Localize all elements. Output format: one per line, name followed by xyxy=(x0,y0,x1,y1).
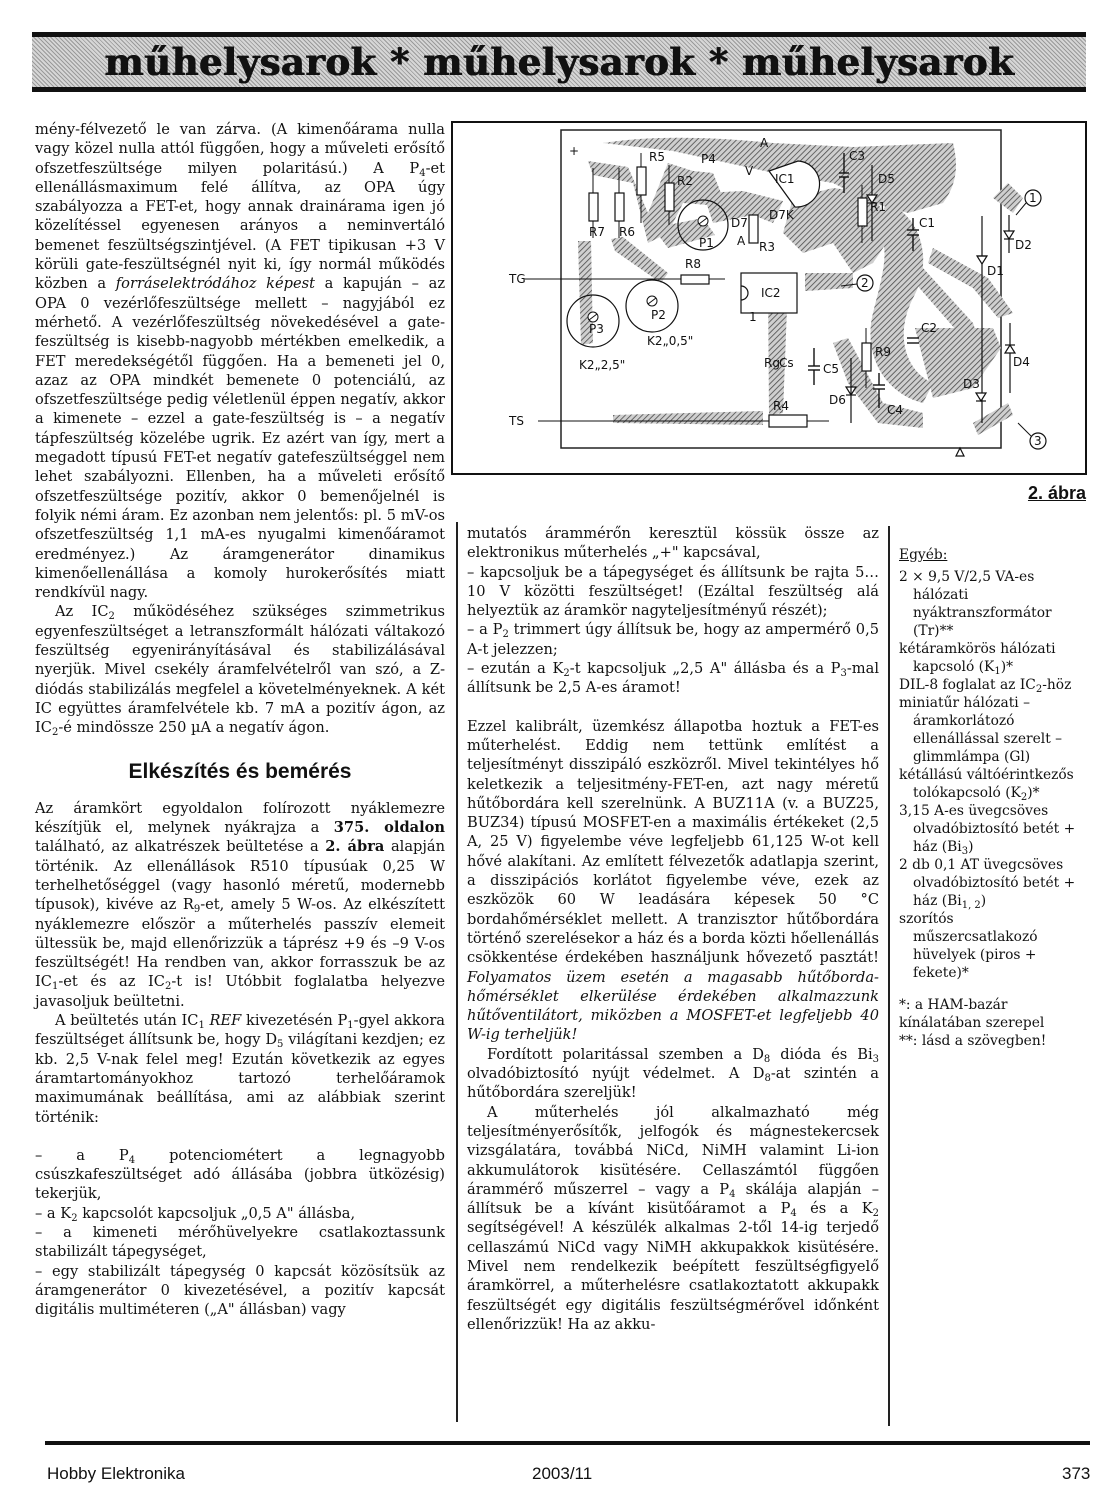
footer-publication: Hobby Elektronika xyxy=(47,1464,185,1483)
label-ts: TS xyxy=(509,414,524,428)
label-p4: P4 xyxy=(701,152,716,166)
label-p1: P1 xyxy=(699,236,714,250)
parts-list-item: miniatűr hálózati – áramkorlátozó ellenállással szerelt – glimmlámpa (Gl) xyxy=(899,695,1063,765)
label-r7: R7 xyxy=(589,225,605,239)
parts-list-item: kétállású váltóérintkezős tolókapcsoló $(K_2)*$ xyxy=(899,767,1074,803)
figure-caption: 2. ábra xyxy=(1027,483,1086,503)
pcb-layout-diagram xyxy=(453,123,1085,473)
label-d1: D1 xyxy=(987,264,1004,278)
paragraph: Az $IC_2$ működéséhez szükséges szimmetrikus egyenfeszültséget a letranszformált hálózati váltakozó feszültség egyenirányításával és stabilizálásával nyerjük. Mivel csekély áramfelvételről van szó, a Z-diódás stabilizálás megfelel a követelményeknek. A két IC együttes áramfelvétele kb. 7 mA a pozitív ágon, az $IC_2-é$ mindössze 250 µA a negatív ágon. xyxy=(35,603,445,739)
label-rg: Rg xyxy=(764,356,780,370)
label-d2: D2 xyxy=(1015,238,1032,252)
label-r1: R1 xyxy=(870,200,886,214)
label-a2: A xyxy=(737,234,746,248)
paragraph: Ezzel kalibrált, üzemkész állapotba hoztuk a FET-es műterhelést. Eddig nem tettünk említést a teljesítményt disszipáló eszközről. Mivel tekintélyes hő keletkezik a teljesitmény-FET-en, azt nagy méretű hűtőbordára kell szerelnünk. A BUZ11A (v. a BUZ25, BUZ34) típusú MOSFET-en a maximális értékeket (2,5 A, 25 V) figyelembe véve legfeljebb 61,125 W-ot kell hővé alakítani. Az említett félvezetők adatlapja szerint, a disszipációs korlátot figyelembe véve, ezek az eszközök 60 W leadására képesek 50 °C bordahőmérséklet mellett. A tranzisztor hűtőbordára történő szerelésekor a ház és a borda közti hőellenállás csökkentése érdekében használjunk hővezető pasztát! Folyamatos üzem esetén a magasabb hűtőborda-hőmérséklet elkerülése érdekében alkalmazzunk hűtőventilátort, miközben a MOSFET-et legfeljebb 40 W-ig terheljük! xyxy=(467,717,879,1044)
label-r8: R8 xyxy=(685,257,701,271)
list-item: – a $P_2$ trimmert úgy állítsuk be, hogy az ampermérő 0,5 A-t jelezzen; xyxy=(467,621,879,658)
label-c4: C4 xyxy=(887,403,904,417)
label-d6: D6 xyxy=(829,393,846,407)
label-a1: A xyxy=(760,136,769,150)
article-column-1 xyxy=(35,120,445,1320)
parts-list-item: kétáramkörös hálózati kapcsoló $(K_1)*$ xyxy=(899,641,1056,677)
section-heading: Elkészítés és bemérés xyxy=(128,759,352,783)
label-ic2: IC2 xyxy=(761,286,781,300)
parts-list-item: DIL-8 foglalat az $IC_2$-höz xyxy=(899,677,1072,695)
label-c2: C2 xyxy=(921,321,938,335)
list-item: – ezután a $K_2-t$ kapcsoljuk „2,5 A" állásba és a $P_3$-mal állítsunk be 2,5 A-es áramot! xyxy=(467,660,879,697)
column-divider xyxy=(456,522,458,1422)
label-r5: R5 xyxy=(649,150,665,164)
label-k2-25: K2„2,5" xyxy=(579,358,626,372)
label-p2: P2 xyxy=(651,308,666,322)
paragraph: Fordított polaritással szemben a $D_8$ dióda és $Bi_3$ olvadóbiztosító nyújt védelmet. A $D_8-at$ szintén a hűtőbordára szereljük! xyxy=(467,1045,880,1102)
label-r4: R4 xyxy=(773,399,789,413)
label-d7: D7 xyxy=(731,216,748,230)
parts-note: *: a HAM-bazár kínálatában szerepel xyxy=(899,997,1045,1031)
list-item: mutatós árammérőn keresztül kössük össze az elektronikus műterhelés „+" kapcsával, xyxy=(467,525,879,562)
parts-list-item: 3,15 A-es üvegcsöves olvadóbiztosító betét + ház $(Bi_3)$ xyxy=(899,803,1076,857)
list-item: – a $K_2$ kapcsolót kapcsoljuk „0,5 A" állásba, xyxy=(35,1204,356,1224)
label-k2-05: K2„0,5" xyxy=(647,334,694,348)
parts-list-item: 2 × 9,5 V/2,5 VA-es hálózati nyáktranszformátor (Tr)** xyxy=(899,569,1052,639)
label-d5: D5 xyxy=(878,172,895,186)
list-item: – egy stabilizált tápegység 0 kapcsát közösítsük az áramgenerátor 0 kivezetésével, a pozitív kapcsát digitális multiméteren („A" állásban) vagy xyxy=(35,1262,445,1319)
paragraph: mény-félvezető le van zárva. (A kimenőárama nulla vagy közel nulla attól függően, hogy a műveleti erősítő ofszetfeszültsége milyen polaritású.) A $P_4-et$ ellenállásmaximum felé állítva, az OPA úgy szabályozza a FET-et, hogy annak drainárama igen jó közelítéssel egyenesen arányos a neminvertáló bemenet feszültségszintjével. (A FET tipikusan +3 V körüli gate-feszültségnél nyit ki, így normál működés közben a forráselektródához képest a kapuján – az OPA 0 vezérlőfeszültsége mellett – nagyjából ez mérhető. A vezérlőfeszültség növekedésével a gate-feszültség is kisebb-nagyobb mértékben emelkedik, a FET meredekségétől függően. Ha a bemeneti jel 0, azaz az OPA mindkét bemenete 0 potenciálú, az ofszetfeszültsége pedig véletlenül éppen negatív, akkor a kimenete – ezzel a gate-feszültség is – a negatív tápfeszültség közelébe ugrik. Ez azért van így, mert a megadott típusú FET-et negatív gatefeszültséggel nem lehet szabályozni. Ellenben, ha a műveleti erősítő ofszetfeszültsége pozitív, akkor 0 bemenőjelnél is folyik némi áram. Ez azonban nem jelentős: pl. 5 mV-os ofszetfeszültség 1,1 mA-es nyugalmi kimenőáramot eredményez.) Az áramgenerátor dinamikus kimenőellenállása a komoly hurokerősítés miatt rendkívül nagy. xyxy=(35,121,446,602)
label-marker-3: 3 xyxy=(1034,434,1042,448)
label-c3: C3 xyxy=(849,149,866,163)
paragraph: Az áramkört egyoldalon folírozott nyáklemezre készítjük el, melynek nyákrajza a 375. oldalon található, az alkatrészek beültetése a 2. ábra alapján történik. Az ellenállások R510 típusúak 0,25 W terhelhetőséggel (vagy hasonló méretű, modernebb típusok), kivéve az $R_9-et$, amely 5 W-os. Az elkészített nyáklemezre először a műterhelés passzív elemeit ültessük be, majd ellenőrizzük a táprész +9 és –9 V-os feszültségét! Ha rendben van, akkor forrasszuk be az $IC_1-et$ és az $IC_2-t$ is! Utóbbit foglalatba helyezve javasoljuk beültetni. xyxy=(35,799,446,1010)
label-d7k: D7K xyxy=(769,208,794,222)
section-banner xyxy=(32,32,1086,92)
label-d3: D3 xyxy=(963,377,980,391)
paragraph: A műterhelés jól alkalmazható még teljesítményerősítők, jelfogók és mágnestekercsek vizsgálatára, továbbá NiCd, NiMH valamint Li-ion akkumulátorok kisütésére. Cellaszámtól függően árammérő műszerrel – vagy a $P_4$ skálája alapján – állítsuk be a kívánt kisütőáramot a $P_4$ és a $K_2$ segítségével! A készülék alkalmas 2-től 14-ig terjedő cellaszámú NiCd vagy NiMH akkupakkok kisütésére. Mivel nem rendelkezik beépített feszültségfigyelő áramkörrel, a műterhelésre csatlakoztatott akkupakk feszültségét egy digitális feszültségmérővel időnként ellenőrizzük! Ha az akku- xyxy=(467,1103,879,1333)
label-tg: TG xyxy=(509,272,526,286)
label-plus: + xyxy=(569,144,580,158)
label-r6: R6 xyxy=(619,225,635,239)
banner-title: műhelysarok * műhelysarok * műhelysarok xyxy=(104,40,1014,84)
parts-list xyxy=(899,546,1079,1050)
column-divider xyxy=(888,526,890,1426)
paragraph: A beültetés után $IC_1$ REF kivezetésén $P_1$-gyel akkora feszültséget állítsunk be, hogy $D_5$ világítani kezdjen; ez kb. 2,5 V-nak felel meg! Ezután következik az egyes áramtartományokhoz tartozó terhelőáramok maximumának beállítása, ami az alábbiak szerint történik: xyxy=(35,1012,446,1126)
article-column-2 xyxy=(467,524,879,1334)
label-p3: P3 xyxy=(589,322,604,336)
parts-list-item: szorítós műszercsatlakozó hüvelyek (piros + fekete)* xyxy=(899,911,1038,981)
label-marker-1: 1 xyxy=(1029,191,1037,205)
label-c1: C1 xyxy=(919,216,936,230)
list-item: – kapcsoljuk be a tápegységet és állítsunk be rajta 5…10 V közötti feszültséget! (Ezáltal feszültség alá helyeztük az áramkör nagyteljesítményű részét); xyxy=(467,563,879,620)
footer-issue: 2003/11 xyxy=(532,1464,593,1483)
label-pin1: 1 xyxy=(749,310,757,324)
label-r2: R2 xyxy=(677,174,693,188)
parts-list-item: 2 db 0,1 AT üvegcsöves olvadóbiztosító betét + ház $(Bi_{1, 2})$ xyxy=(899,857,1076,911)
label-c5: C5 xyxy=(823,362,840,376)
label-ic1: IC1 xyxy=(775,172,795,186)
label-r9: R9 xyxy=(875,345,891,359)
parts-note: **: lásd a szövegben! xyxy=(899,1033,1047,1049)
pcb-figure xyxy=(451,121,1087,475)
ground-triangle-icon xyxy=(956,448,964,456)
list-item: – a $P_4$ potenciométert a legnagyobb csúszkafeszültséget adó állásába (jobbra ütközésig) tekerjük, xyxy=(35,1146,445,1203)
footer-page-number: 373 xyxy=(1062,1464,1091,1483)
label-cs: Cs xyxy=(779,356,794,370)
list-item: – a kimeneti mérőhüvelyekre csatlakoztassunk stabilizált tápegységet, xyxy=(35,1224,445,1261)
label-d4: D4 xyxy=(1013,355,1030,369)
label-marker-2: 2 xyxy=(861,276,869,290)
parts-list-heading: Egyéb: xyxy=(899,547,948,563)
label-v: V xyxy=(745,164,754,178)
label-r3: R3 xyxy=(759,240,775,254)
footer-rule xyxy=(45,1441,1090,1445)
